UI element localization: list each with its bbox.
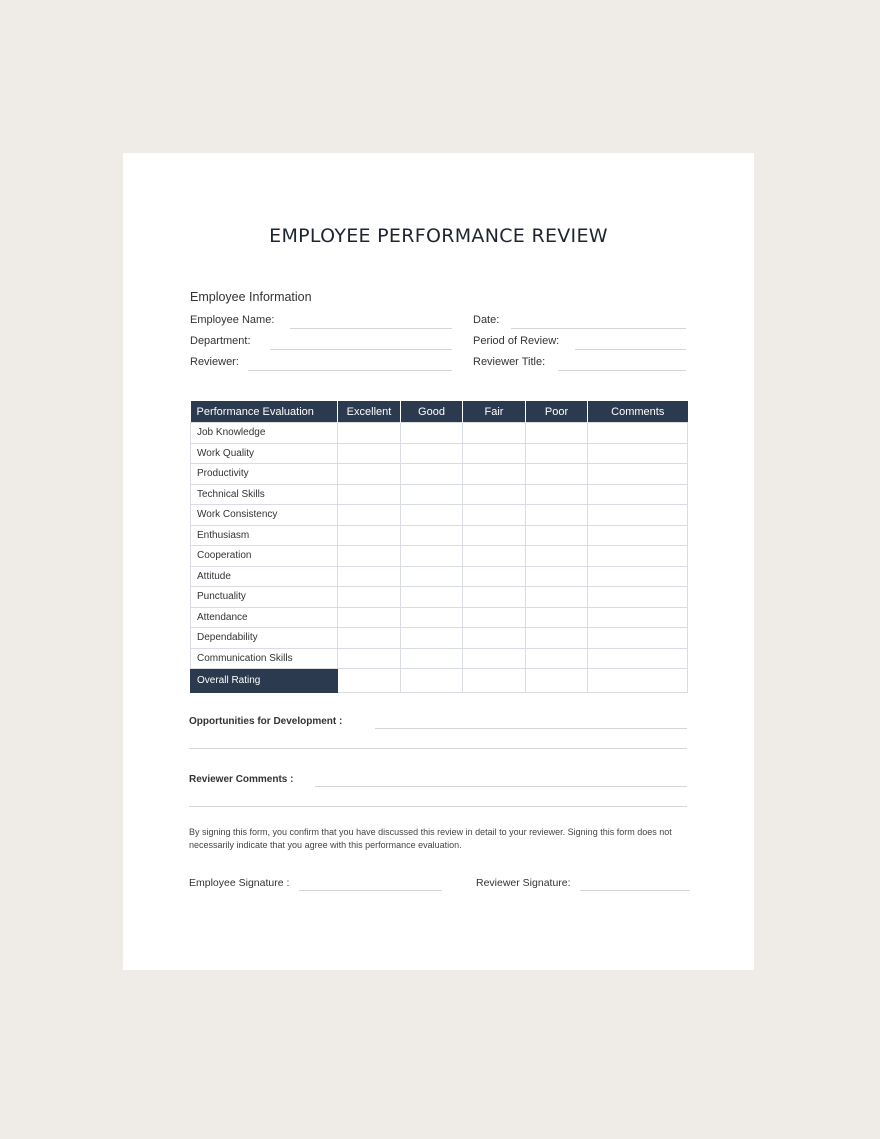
criterion-label: Cooperation <box>191 546 338 567</box>
header-comments: Comments <box>588 401 688 423</box>
fair-cell[interactable] <box>463 648 526 669</box>
good-cell[interactable] <box>401 423 463 444</box>
period-of-review-field[interactable] <box>473 335 559 347</box>
comments-cell[interactable] <box>588 443 688 464</box>
opportunities-line-2[interactable] <box>189 748 687 749</box>
excellent-cell[interactable] <box>338 484 401 505</box>
reviewer-title-field[interactable] <box>473 356 545 368</box>
fair-cell[interactable] <box>463 669 526 693</box>
criterion-label: Attendance <box>191 607 338 628</box>
reviewer-line[interactable] <box>248 370 452 371</box>
header-poor: Poor <box>526 401 588 423</box>
period-of-review-line[interactable] <box>575 349 686 350</box>
poor-cell[interactable] <box>526 505 588 526</box>
comments-cell[interactable] <box>588 505 688 526</box>
fair-cell[interactable] <box>463 484 526 505</box>
employee-name-line[interactable] <box>290 328 452 329</box>
reviewer-field[interactable] <box>190 356 239 368</box>
employee-signature-line[interactable] <box>299 890 442 891</box>
period-of-review-label: Period of Review: <box>473 335 560 347</box>
date-field[interactable] <box>473 314 499 326</box>
table-row <box>191 484 688 505</box>
fair-cell[interactable] <box>463 525 526 546</box>
header-fair: Fair <box>463 401 526 423</box>
poor-cell[interactable] <box>526 525 588 546</box>
comments-cell[interactable] <box>588 546 688 567</box>
fair-cell[interactable] <box>463 607 526 628</box>
comments-cell[interactable] <box>588 484 688 505</box>
excellent-cell[interactable] <box>338 607 401 628</box>
header-performance-evaluation: Performance Evaluation <box>191 401 338 423</box>
comments-cell[interactable] <box>588 669 688 693</box>
excellent-cell[interactable] <box>338 669 401 693</box>
reviewer-comments-line-2[interactable] <box>189 806 687 807</box>
employee-name-field[interactable] <box>190 314 274 326</box>
document-title: EMPLOYEE PERFORMANCE REVIEW <box>269 225 608 247</box>
good-cell[interactable] <box>401 443 463 464</box>
table-row <box>191 607 688 628</box>
comments-cell[interactable] <box>588 464 688 485</box>
reviewer-label: Reviewer: <box>190 356 239 368</box>
opportunities-line-1[interactable] <box>375 728 687 729</box>
good-cell[interactable] <box>401 587 463 608</box>
good-cell[interactable] <box>401 628 463 649</box>
good-cell[interactable] <box>401 648 463 669</box>
table-row <box>191 566 688 587</box>
poor-cell[interactable] <box>526 546 588 567</box>
review-form-page <box>123 153 754 970</box>
fair-cell[interactable] <box>463 587 526 608</box>
good-cell[interactable] <box>401 484 463 505</box>
comments-cell[interactable] <box>588 648 688 669</box>
excellent-cell[interactable] <box>338 648 401 669</box>
reviewer-title-line[interactable] <box>558 370 686 371</box>
excellent-cell[interactable] <box>338 628 401 649</box>
poor-cell[interactable] <box>526 648 588 669</box>
department-line[interactable] <box>270 349 452 350</box>
excellent-cell[interactable] <box>338 443 401 464</box>
criterion-label: Attitude <box>191 566 338 587</box>
table-row <box>191 525 688 546</box>
table-row <box>191 443 688 464</box>
criterion-label: Technical Skills <box>191 484 338 505</box>
poor-cell[interactable] <box>526 587 588 608</box>
good-cell[interactable] <box>401 546 463 567</box>
criterion-label: Work Consistency <box>191 505 338 526</box>
header-excellent: Excellent <box>338 401 401 423</box>
poor-cell[interactable] <box>526 423 588 444</box>
reviewer-comments-label: Reviewer Comments : <box>189 774 294 785</box>
table-row <box>191 587 688 608</box>
table-row <box>191 464 688 485</box>
criterion-label: Job Knowledge <box>191 423 338 444</box>
excellent-cell[interactable] <box>338 464 401 485</box>
good-cell[interactable] <box>401 607 463 628</box>
reviewer-comments-line-1[interactable] <box>315 786 687 787</box>
comments-cell[interactable] <box>588 566 688 587</box>
signature-disclaimer: By signing this form, you confirm that you have discussed this review in detail to your reviewer. Signing this form does not necessarily indicate that you agree with this performance evaluation. <box>189 827 672 850</box>
fair-cell[interactable] <box>463 505 526 526</box>
performance-evaluation-table <box>190 401 688 693</box>
fair-cell[interactable] <box>463 443 526 464</box>
header-good: Good <box>401 401 463 423</box>
excellent-cell[interactable] <box>338 525 401 546</box>
reviewer-signature-line[interactable] <box>580 890 690 891</box>
poor-cell[interactable] <box>526 607 588 628</box>
good-cell[interactable] <box>401 566 463 587</box>
poor-cell[interactable] <box>526 628 588 649</box>
opportunities-label: Opportunities for Development : <box>189 716 343 727</box>
table-row <box>191 423 688 444</box>
poor-cell[interactable] <box>526 566 588 587</box>
table-header-row <box>191 401 688 423</box>
fair-cell[interactable] <box>463 628 526 649</box>
fair-cell[interactable] <box>463 464 526 485</box>
excellent-cell[interactable] <box>338 505 401 526</box>
criterion-label: Communication Skills <box>191 648 338 669</box>
poor-cell[interactable] <box>526 669 588 693</box>
excellent-cell[interactable] <box>338 587 401 608</box>
comments-cell[interactable] <box>588 587 688 608</box>
table-row <box>191 546 688 567</box>
department-field[interactable] <box>190 335 251 347</box>
good-cell[interactable] <box>401 669 463 693</box>
employee-info-heading: Employee Information <box>190 290 312 304</box>
employee-signature-label: Employee Signature : <box>189 877 290 889</box>
poor-cell[interactable] <box>526 484 588 505</box>
poor-cell[interactable] <box>526 443 588 464</box>
reviewer-signature-label: Reviewer Signature: <box>476 877 571 889</box>
criterion-label: Productivity <box>191 464 338 485</box>
date-label: Date: <box>473 314 500 326</box>
comments-cell[interactable] <box>588 423 688 444</box>
criterion-label: Enthusiasm <box>191 525 338 546</box>
table-row <box>191 505 688 526</box>
fair-cell[interactable] <box>463 546 526 567</box>
excellent-cell[interactable] <box>338 546 401 567</box>
poor-cell[interactable] <box>526 464 588 485</box>
criterion-label: Work Quality <box>191 443 338 464</box>
fair-cell[interactable] <box>463 566 526 587</box>
table-row <box>191 628 688 649</box>
criterion-label: Punctuality <box>191 587 338 608</box>
reviewer-title-label: Reviewer Title: <box>473 356 546 368</box>
employee-name-label: Employee Name: <box>190 314 275 326</box>
excellent-cell[interactable] <box>338 423 401 444</box>
department-label: Department: <box>190 335 251 347</box>
excellent-cell[interactable] <box>338 566 401 587</box>
table-row <box>191 648 688 669</box>
good-cell[interactable] <box>401 525 463 546</box>
comments-cell[interactable] <box>588 628 688 649</box>
comments-cell[interactable] <box>588 525 688 546</box>
fair-cell[interactable] <box>463 423 526 444</box>
good-cell[interactable] <box>401 505 463 526</box>
overall-rating-row <box>191 669 688 693</box>
date-line[interactable] <box>511 328 686 329</box>
overall-rating-label: Overall Rating <box>191 669 338 693</box>
good-cell[interactable] <box>401 464 463 485</box>
criterion-label: Dependability <box>191 628 338 649</box>
comments-cell[interactable] <box>588 607 688 628</box>
